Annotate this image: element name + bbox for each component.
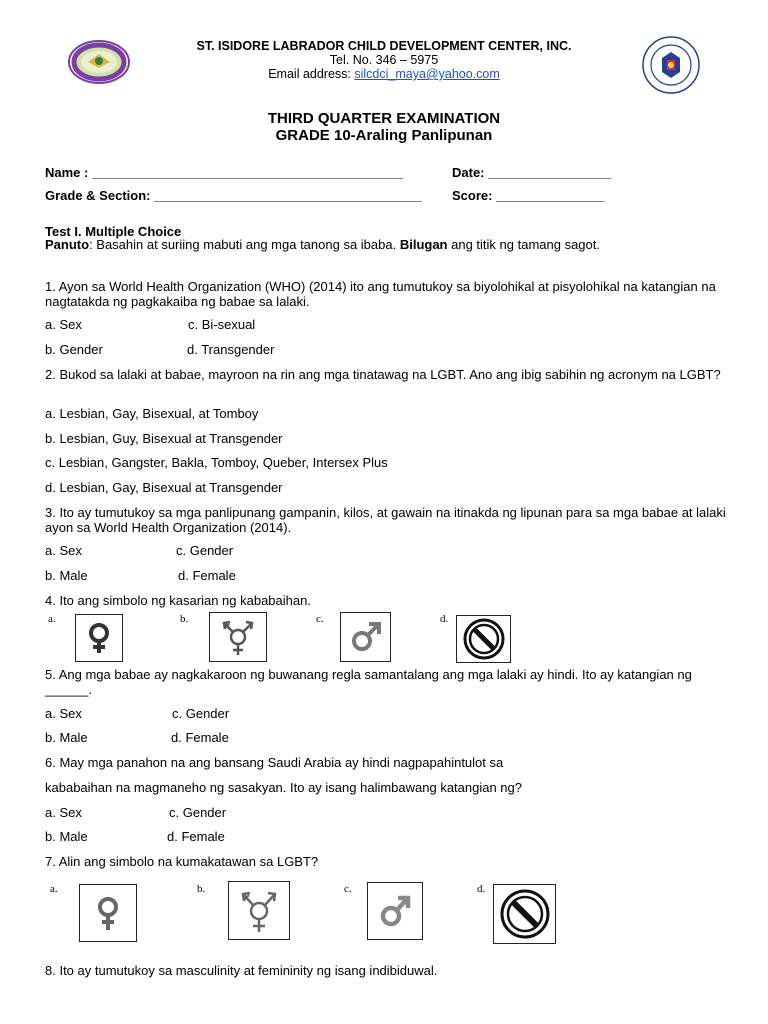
q4-letter-c: c. xyxy=(316,613,324,625)
q3-option-c[interactable]: c. Gender xyxy=(176,543,234,558)
male-symbol-icon xyxy=(373,888,417,934)
q1-option-c[interactable]: c. Bi-sexual xyxy=(188,317,256,332)
transgender-symbol-icon xyxy=(234,885,284,937)
q7-option-c[interactable] xyxy=(367,882,423,940)
q6-option-a[interactable]: a. Sex xyxy=(45,805,82,820)
q7-option-d[interactable] xyxy=(493,884,556,944)
male-symbol-icon xyxy=(346,617,386,657)
exam-title: THIRD QUARTER EXAMINATION xyxy=(267,110,501,127)
prohibited-symbol-icon xyxy=(461,617,507,661)
panuto-text-end: ang titik ng tamang sagot. xyxy=(447,237,600,252)
q2-option-b[interactable]: b. Lesbian, Guy, Bisexual at Transgender xyxy=(45,431,283,446)
school-tel: Tel. No. 346 – 5975 xyxy=(329,53,439,67)
q6-option-c[interactable]: c. Gender xyxy=(169,805,227,820)
q3-option-a[interactable]: a. Sex xyxy=(45,543,82,558)
q4-letter-d: d. xyxy=(440,613,449,625)
prohibited-symbol-icon xyxy=(498,887,552,941)
q1-option-b[interactable]: b. Gender xyxy=(45,342,103,357)
q5-option-b[interactable]: b. Male xyxy=(45,730,88,745)
q4-letter-b: b. xyxy=(180,613,189,625)
q7-letter-d: d. xyxy=(477,883,486,895)
school-name: ST. ISIDORE LABRADOR CHILD DEVELOPMENT CENTER, INC. xyxy=(196,39,572,53)
question-7: 7. Alin ang simbolo na kumakatawan sa LGBT? xyxy=(45,854,319,869)
q5-option-d[interactable]: d. Female xyxy=(171,730,229,745)
question-5: 5. Ang mga babae ay nagkakaroon ng buwanang regla samantalang ang mga lalaki ay hindi. Ito ay katangian ng ______. xyxy=(45,667,692,697)
panuto-text: : Basahin at suriing mabuti ang mga tanong sa ibaba. xyxy=(89,237,400,252)
question-2: 2. Bukod sa lalaki at babae, mayroon na rin ang mga tinatawag na LGBT. Ano ang ibig sabihin ng acronym na LGBT? xyxy=(45,367,721,382)
question-8: 8. Ito ay tumutukoy sa masculinity at femininity ng isang indibiduwal. xyxy=(45,963,438,978)
female-symbol-icon xyxy=(85,890,131,936)
female-symbol-icon xyxy=(79,618,119,658)
exam-subtitle: GRADE 10-Araling Panlipunan xyxy=(275,127,493,144)
q3-option-d[interactable]: d. Female xyxy=(178,568,236,583)
grade-section-field[interactable]: Grade & Section: _____________________________________ xyxy=(45,188,422,203)
question-1: 1. Ayon sa World Health Organization (WHO) (2014) ito ang tumutukoy sa biyolohikal at pisyolohikal na katangian na nagtatakda ng pagkakaiba ng babae sa lalaki. xyxy=(45,279,716,309)
q7-option-b[interactable] xyxy=(228,881,290,940)
q3-option-b[interactable]: b. Male xyxy=(45,568,88,583)
test-heading: Test I. Multiple Choice xyxy=(45,224,182,239)
score-field[interactable]: Score: _______________ xyxy=(452,188,605,203)
q6-option-b[interactable]: b. Male xyxy=(45,829,88,844)
q4-letter-a: a. xyxy=(48,613,56,625)
bilugan-word: Bilugan xyxy=(399,237,448,252)
email-link[interactable]: silcdci_maya@yahoo.com xyxy=(354,67,500,81)
q6-option-d[interactable]: d. Female xyxy=(167,829,225,844)
q5-option-c[interactable]: c. Gender xyxy=(172,706,230,721)
question-6-line-1: 6. May mga panahon na ang bansang Saudi Arabia ay hindi nagpapahintulot sa xyxy=(45,755,504,770)
email-label: Email address: xyxy=(268,67,355,81)
q7-letter-a: a. xyxy=(50,883,58,895)
school-email-line xyxy=(0,67,768,81)
transgender-symbol-icon xyxy=(216,615,260,659)
q4-option-c[interactable] xyxy=(340,612,391,662)
q4-option-a[interactable] xyxy=(75,614,123,662)
q2-option-a[interactable]: a. Lesbian, Gay, Bisexual, at Tomboy xyxy=(45,406,259,421)
q7-letter-c: c. xyxy=(344,883,352,895)
q2-option-d[interactable]: d. Lesbian, Gay, Bisexual at Transgender xyxy=(45,480,283,495)
q5-option-a[interactable]: a. Sex xyxy=(45,706,82,721)
q1-option-d[interactable]: d. Transgender xyxy=(187,342,275,357)
q4-option-b[interactable] xyxy=(209,612,267,662)
q7-letter-b: b. xyxy=(197,883,206,895)
name-field[interactable]: Name : ___________________________________________ xyxy=(45,165,403,180)
question-6-line-2: kababaihan na magmaneho ng sasakyan. Ito ay isang halimbawang katangian ng? xyxy=(45,780,523,795)
question-4: 4. Ito ang simbolo ng kasarian ng kababaihan. xyxy=(45,593,311,608)
q4-option-d[interactable] xyxy=(456,615,511,663)
panuto-label: Panuto xyxy=(45,237,90,252)
question-3: 3. Ito ay tumutukoy sa mga panlipunang gampanin, kilos, at gawain na itinakda ng lipunan para sa mga babae at lalaki ayon sa World Health Organization (2014). xyxy=(45,505,726,535)
q7-option-a[interactable] xyxy=(79,884,137,942)
q1-option-a[interactable]: a. Sex xyxy=(45,317,82,332)
date-field[interactable]: Date: _________________ xyxy=(452,165,612,180)
q2-option-c[interactable]: c. Lesbian, Gangster, Bakla, Tomboy, Queber, Intersex Plus xyxy=(45,455,388,470)
instructions xyxy=(45,237,728,252)
